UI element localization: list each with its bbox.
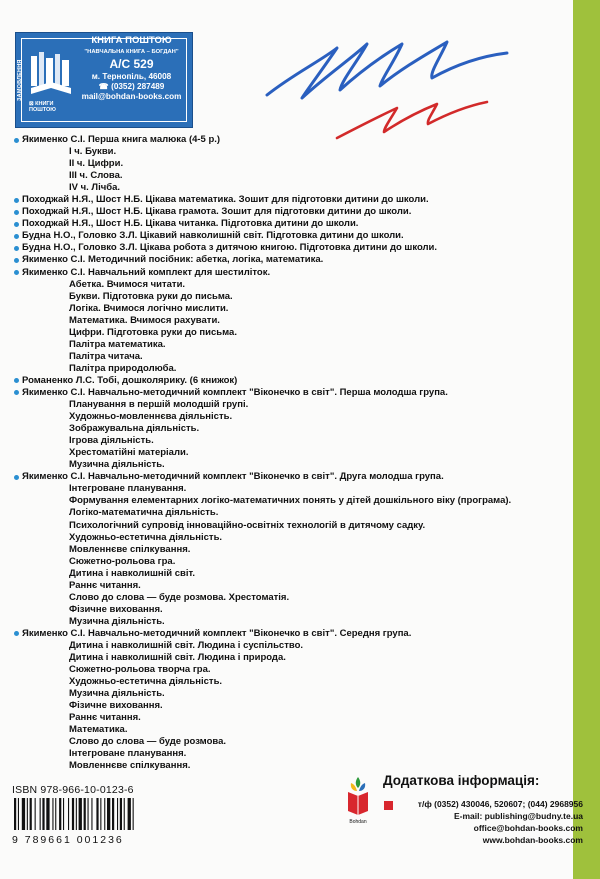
catalog-text: Раннє читання. [69,579,141,591]
catalog-text: Слово до слова — буде розмова. Хрестоматія. [69,591,290,603]
catalog-subitem [14,291,569,303]
catalog-subitem [14,411,569,423]
barcode-bar [133,798,134,830]
barcode-bar [68,798,69,830]
barcode-bar [27,798,28,830]
catalog-text: Мовленнєве спілкування. [69,543,191,555]
barcode-bar [124,798,125,830]
catalog-text: Якименко С.І. Навчально-методичний комплект "Віконечко в світ". Друга молодша група. [22,471,444,483]
barcode-bar [117,798,118,830]
barcode-bar [18,798,19,830]
catalog-subitem [14,532,569,544]
green-spine-strip [573,0,600,879]
catalog-text: Сюжетно-рольова творча гра. [69,664,211,676]
bullet-icon [14,270,19,275]
barcode-bar [59,798,61,830]
catalog-subitem [14,664,569,676]
bullet-icon [14,246,19,251]
catalog-text: Художньо-естетична діяльність. [69,531,223,543]
barcode-bar [112,798,114,830]
bullet-icon [14,210,19,215]
catalog-text: Математика. Вчимося рахувати. [69,314,220,326]
catalog-subitem [14,495,569,507]
catalog-item [14,387,569,399]
catalog-text: Ігрова діяльність. [69,435,154,447]
catalog-subitem [14,459,569,471]
info-office-email[interactable]: office@bohdan-books.com [473,823,583,833]
catalog-text: Дитина і навколишній світ. Людина і природа. [69,652,286,664]
catalog-text: Якименко С.І. Методичний посібник: абетка, логіка, математика. [22,254,324,266]
catalog-text: Музична діяльність. [69,459,165,471]
catalog-subitem [14,363,569,375]
catalog-text: Будна Н.О., Головко З.Л. Цікавий навколишній світ. Підготовка дитини до школи. [22,230,404,242]
catalog-subitem [14,315,569,327]
phone-marker [384,801,393,810]
catalog-item [14,267,569,279]
catalog-text: Сюжетно-рольова гра. [69,555,176,567]
stamp-bottom-label: ⊠ КНИГИ ПОШТОЮ [29,101,56,113]
catalog-text: Якименко С.І. Навчально-методичний комплект "Віконечко в світ". Середня група. [22,627,412,639]
catalog-text: Абетка. Вчимося читати. [69,278,186,290]
catalog-text: Художньо-мовленнєва діяльність. [69,411,233,423]
catalog-item [14,471,569,483]
catalog-subitem [14,520,569,532]
catalog-text: Палітра природолюба. [69,362,177,374]
catalog-text: Інтегроване планування. [69,483,187,495]
catalog-subitem [14,303,569,315]
catalog-text: Походжай Н.Я., Шост Н.Б. Цікава читанка. Підготовка дитини до школи. [22,218,359,230]
catalog-subitem [14,507,569,519]
catalog-text: Логіка. Вчимося логічно мислити. [69,302,229,314]
bullet-icon [14,258,19,263]
info-title: Додаткова інформація: [383,773,540,788]
catalog-subitem [14,748,569,760]
bullet-icon [14,378,19,383]
barcode-bar [91,798,92,830]
barcode-bar [88,798,89,830]
catalog-subitem [14,170,569,182]
catalog-text: Планування в першій молодшій групі. [69,399,249,411]
info-phone: т/ф (0352) 430046, 520607; (044) 2968956 [417,799,583,809]
catalog-text: Якименко С.І. Навчальний комплект для шестиліток. [22,266,271,278]
barcode-bar [76,798,77,830]
barcode-bar [52,798,53,830]
catalog-subitem [14,556,569,568]
stamp-city: м. Тернопіль, 46008 [91,72,172,81]
catalog-text: Якименко С.І. Перша книга малюка (4-5 р.) [22,134,221,145]
catalog-item [14,254,569,266]
catalog-text: Фізичне виховання. [69,603,163,615]
barcode-bar [96,798,98,830]
catalog-text: II ч. Цифри. [69,158,124,170]
catalog-subitem [14,604,569,616]
catalog-subitem [14,568,569,580]
catalog-text: IV ч. Лічба. [69,182,121,194]
catalog-text: Фізичне виховання. [69,700,163,712]
publisher-logo-icon [345,775,371,825]
catalog-subitem [14,544,569,556]
catalog-item [14,628,569,640]
barcode-bar [72,798,74,830]
signature-scribble [262,20,522,150]
catalog-text: Хрестоматійні матеріали. [69,447,189,459]
catalog-subitem [14,736,569,748]
catalog-subitem [14,700,569,712]
barcode-bar [107,798,110,830]
catalog-item [14,194,569,206]
catalog-text: Психологічний супровід інноваційно-освітніх технологій в дитячому садку. [69,519,426,531]
mail-order-stamp [15,32,193,128]
catalog-text: Походжай Н.Я., Шост Н.Б. Цікава грамота. Зошит для підготовки дитини до школи. [22,206,412,218]
catalog-text: Музична діяльність. [69,615,165,627]
catalog-subitem [14,640,569,652]
catalog-text: Палітра математика. [69,338,166,350]
catalog-subitem [14,760,569,772]
catalog-subitem [14,688,569,700]
barcode-bar [42,798,44,830]
barcode-bar [120,798,122,830]
catalog-subitem [14,676,569,688]
info-email[interactable]: E-mail: publishing@budny.te.ua [453,811,583,821]
svg-text:Bohdan: Bohdan [349,819,367,825]
barcode-bar [55,798,56,830]
isbn: ISBN 978-966-10-0123-6 [12,784,134,796]
catalog-text: Палітра читача. [69,350,143,362]
catalog-subitem [14,580,569,592]
catalog-text: I ч. Букви. [69,146,117,158]
catalog-text: Інтегроване планування. [69,748,187,760]
stamp-phone: ☎ (0352) 287489 [98,82,165,91]
barcode-bar [104,798,105,830]
catalog-text: Художньо-естетична діяльність. [69,676,223,688]
catalog-item [14,134,569,146]
catalog-text: Слово до слова — буде розмова. [69,736,227,748]
catalog-subitem [14,447,569,459]
barcode [12,798,162,830]
bullet-icon [14,234,19,239]
stamp-email: mail@bohdan-books.com [81,92,182,101]
catalog-item [14,218,569,230]
barcode-bar [46,798,49,830]
bullet-icon [14,222,19,227]
catalog-subitem [14,158,569,170]
catalog-item [14,230,569,242]
stamp-title: КНИГА ПОШТОЮ [91,35,172,46]
stamp-subtitle: "НАВЧАЛЬНА КНИГА – БОГДАН" [84,48,179,55]
catalog-text: Дитина і навколишній світ. Людина і суспільство. [69,639,304,651]
catalog-text: Походжай Н.Я., Шост Н.Б. Цікава математика. Зошит для підготовки дитини до школи. [22,194,429,206]
barcode-bar [40,798,41,830]
catalog-item [14,206,569,218]
catalog-text: Цифри. Підготовка руки до письма. [69,326,237,338]
catalog-text: Раннє читання. [69,712,141,724]
catalog-subitem [14,279,569,291]
catalog-text: Романенко Л.С. Тобі, дошколярику. (6 книжок) [22,374,238,386]
catalog-item [14,375,569,387]
catalog-text: Математика. [69,724,128,736]
catalog-subitem [14,339,569,351]
catalog-subitem [14,712,569,724]
catalog-subitem [14,146,569,158]
bullet-icon [14,475,19,480]
catalog-list [14,134,569,772]
stamp-text-block [74,36,189,102]
barcode-bar [84,798,86,830]
catalog-subitem [14,327,569,339]
catalog-text: Дитина і навколишній світ. [69,567,195,579]
catalog-subitem [14,652,569,664]
bullet-icon [14,390,19,395]
catalog-text: Формування елементарних логіко-математичних понять у дітей дошкільного віку (програма). [69,495,512,507]
catalog-text: Мовленнєве спілкування. [69,760,191,772]
barcode-bar [79,798,82,830]
bullet-icon [14,138,19,143]
bullet-icon [14,631,19,636]
barcode-bar [30,798,32,830]
catalog-item [14,242,569,254]
catalog-text: Будна Н.О., Головко З.Л. Цікава робота з дитячою книгою. Підготовка дитини до школи. [22,242,438,254]
catalog-text: Букви. Підготовка руки до письма. [69,290,233,302]
stamp-box: А/С 529 [109,57,154,71]
catalog-subitem [14,399,569,411]
catalog-subitem [14,423,569,435]
catalog-subitem [14,483,569,495]
stamp-side-text: ЗАМОВЛЕННЯ [17,59,23,101]
catalog-subitem [14,182,569,194]
info-website[interactable]: www.bohdan-books.com [482,835,583,845]
catalog-subitem [14,616,569,628]
barcode-bar [100,798,101,830]
catalog-subitem [14,351,569,363]
barcode-number: 9 789661 001236 [12,834,124,846]
catalog-text: Якименко С.І. Навчально-методичний комплект "Віконечко в світ". Перша молодша група. [22,386,448,398]
catalog-text: Зображувальна діяльність. [69,423,200,435]
barcode-bar [14,798,16,830]
catalog-subitem [14,592,569,604]
catalog-subitem [14,724,569,736]
catalog-text: Музична діяльність. [69,688,165,700]
catalog-text: Логіко-математична діяльність. [69,507,219,519]
catalog-text: III ч. Слова. [69,170,123,182]
books-icon [29,48,73,96]
barcode-bar [63,798,64,830]
barcode-bar [22,798,25,830]
barcode-bar [35,798,36,830]
barcode-bar [128,798,131,830]
catalog-subitem [14,435,569,447]
bullet-icon [14,198,19,203]
